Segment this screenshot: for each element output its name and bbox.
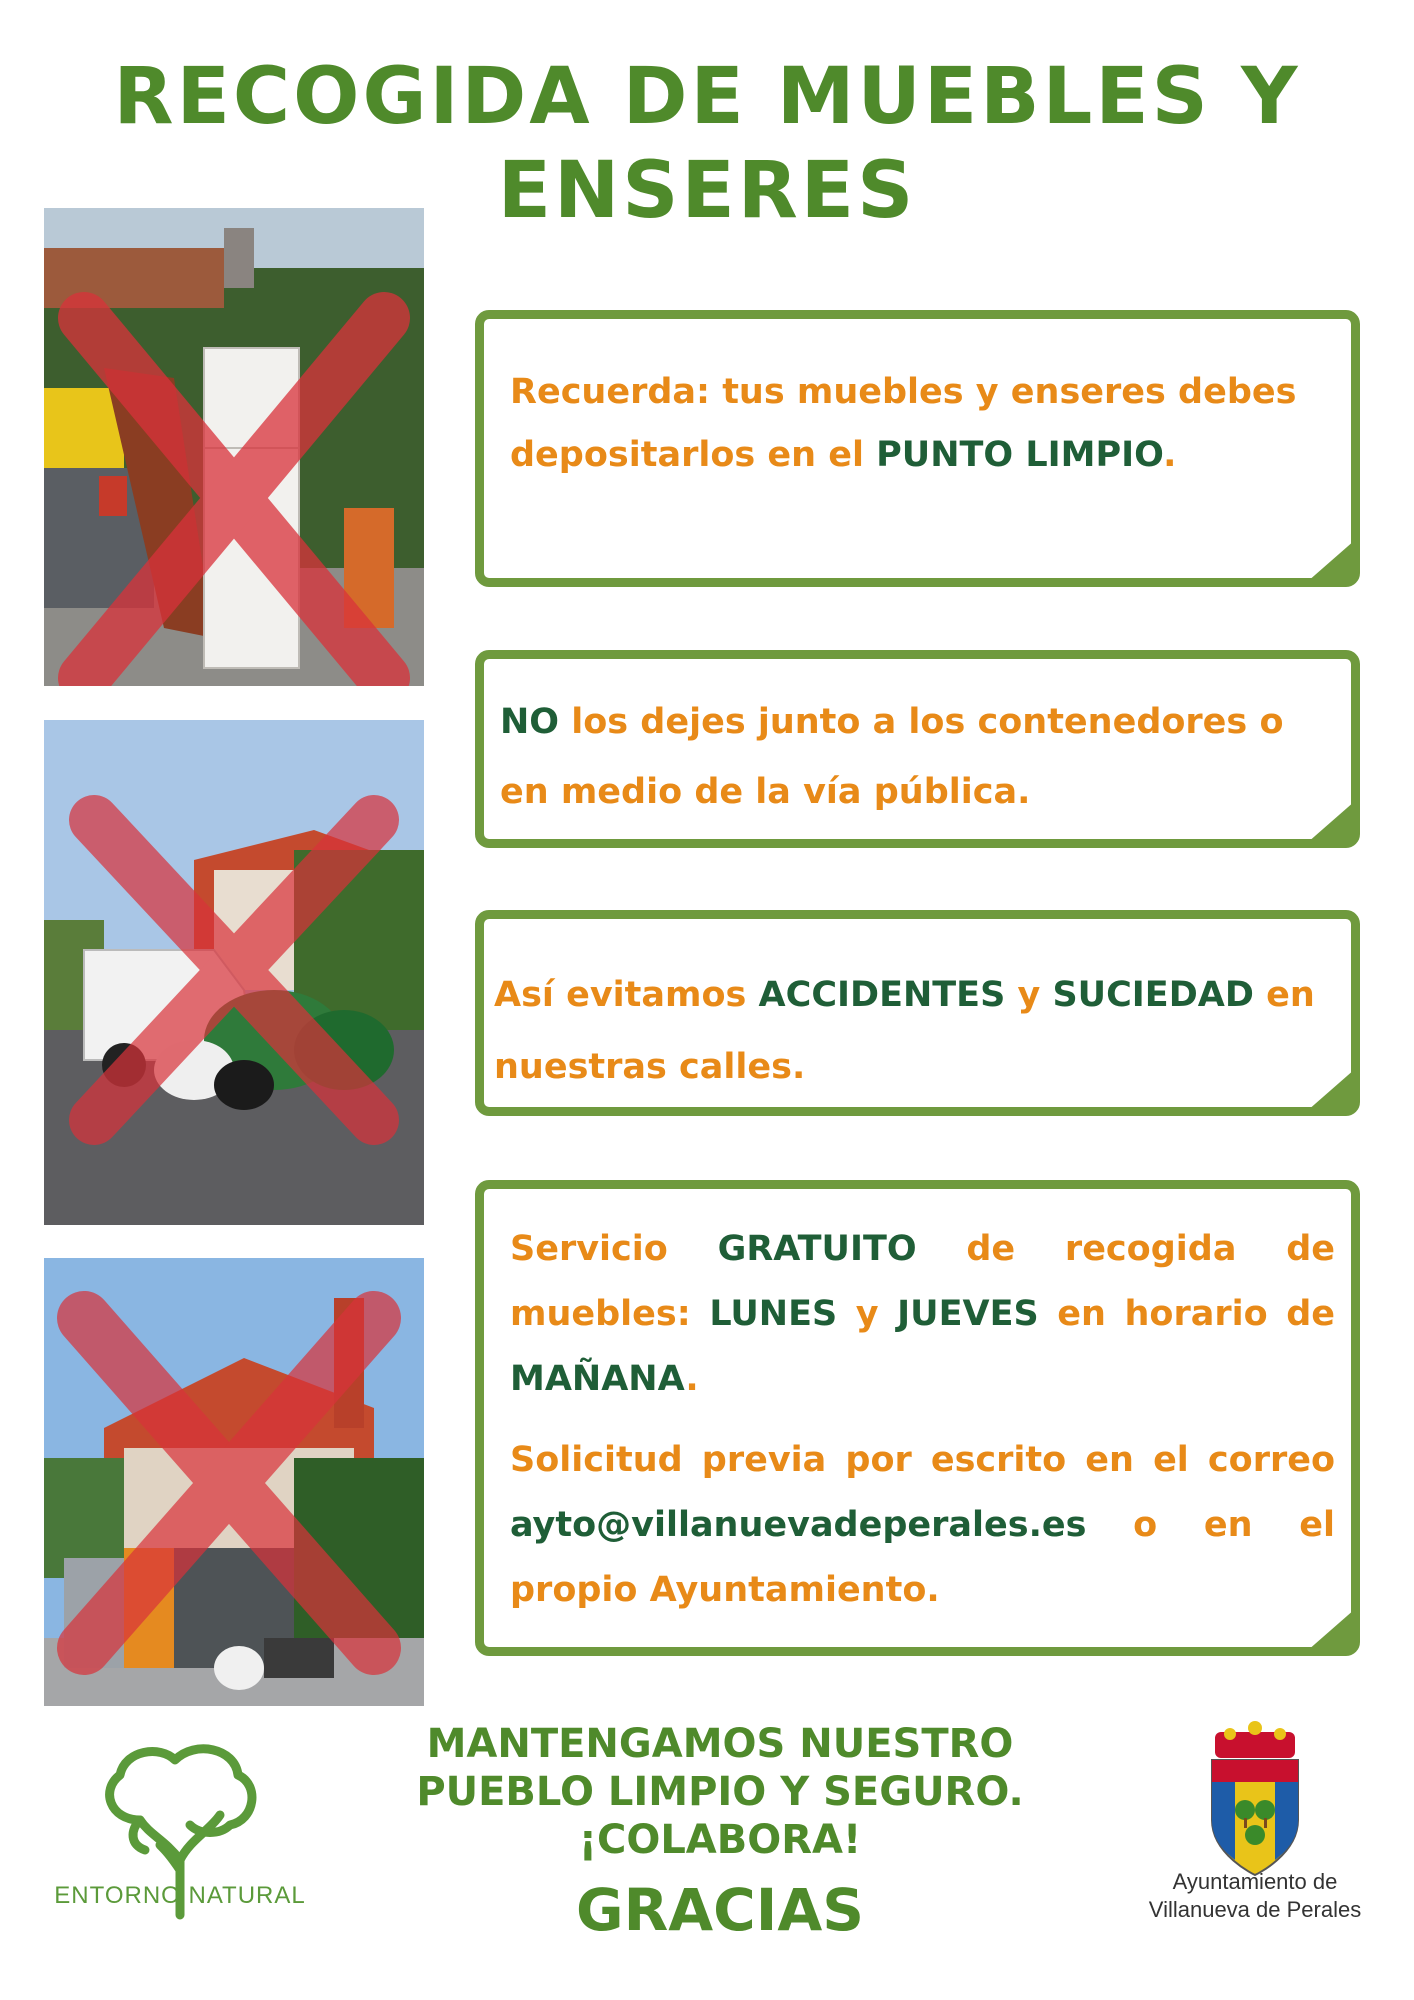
- card4-gratuito: GRATUITO: [717, 1229, 917, 1269]
- photo-furniture-by-containers: [44, 1258, 424, 1706]
- coat-of-arms-icon: [1190, 1720, 1320, 1880]
- card1-period: .: [1163, 435, 1177, 475]
- card3-accidentes: ACCIDENTES: [758, 975, 1006, 1015]
- card4-text: y: [837, 1294, 898, 1334]
- card-corner-fold: [1307, 1069, 1355, 1111]
- card1-punto-limpio: PUNTO LIMPIO: [876, 435, 1164, 475]
- town-hall-caption: [1120, 1868, 1390, 1924]
- card4-jueves: JUEVES: [897, 1294, 1039, 1334]
- logo-caption: ENTORNO NATURAL: [54, 1882, 306, 1909]
- title-line-2: ENSERES: [497, 146, 917, 236]
- card4-text: en horario de: [1038, 1294, 1335, 1334]
- card2-no: NO: [500, 702, 560, 742]
- card4-paragraph-request: [510, 1428, 1335, 1623]
- photo-waste-by-van: [44, 720, 424, 1225]
- footer-slogan: [410, 1720, 1030, 1950]
- card2-text: los dejes junto a los contenedores o en medio de la vía pública.: [500, 702, 1284, 812]
- card-corner-fold: [1307, 540, 1355, 582]
- card4-text: Solicitud previa por escrito en el correo: [510, 1440, 1335, 1480]
- info-card-servicio: [475, 1180, 1360, 1656]
- slogan-line-3: ¡COLABORA!: [578, 1817, 862, 1863]
- card4-text: o en el propio Ayuntamiento.: [510, 1505, 1335, 1610]
- card3-suciedad: SUCIEDAD: [1052, 975, 1254, 1015]
- card3-text-c: en nuestras calles.: [494, 975, 1315, 1087]
- card4-text: Servicio: [510, 1229, 718, 1269]
- card1-text: Recuerda: tus muebles y enseres debes depositarlos en el: [510, 372, 1297, 475]
- card4-period: .: [685, 1359, 699, 1399]
- slogan-line-2: PUEBLO LIMPIO Y SEGURO.: [416, 1769, 1024, 1815]
- card4-manana: MAÑANA: [510, 1359, 686, 1399]
- town-hall-line-2: Villanueva de Perales: [1148, 1897, 1362, 1922]
- info-card-evitamos: [475, 910, 1360, 1116]
- card3-text-a: Así evitamos: [494, 975, 759, 1015]
- info-card-punto-limpio: [475, 310, 1360, 587]
- card-corner-fold: [1307, 1609, 1355, 1651]
- card4-lunes: LUNES: [709, 1294, 838, 1334]
- card4-text: de recogida de muebles:: [510, 1229, 1336, 1334]
- card4-paragraph-service: [510, 1217, 1335, 1412]
- thanks-text: GRACIAS: [576, 1876, 864, 1944]
- photo-fridge-dumped: [44, 208, 424, 686]
- card-corner-fold: [1307, 801, 1355, 843]
- title-line-1: RECOGIDA DE MUEBLES Y: [113, 52, 1301, 142]
- town-hall-line-1: Ayuntamiento de: [1172, 1869, 1338, 1894]
- card3-text-b: y: [1005, 975, 1053, 1015]
- email-link[interactable]: ayto@villanuevadeperales.es: [510, 1505, 1087, 1545]
- slogan-line-1: MANTENGAMOS NUESTRO: [426, 1721, 1014, 1767]
- info-card-no-dejar: [475, 650, 1360, 848]
